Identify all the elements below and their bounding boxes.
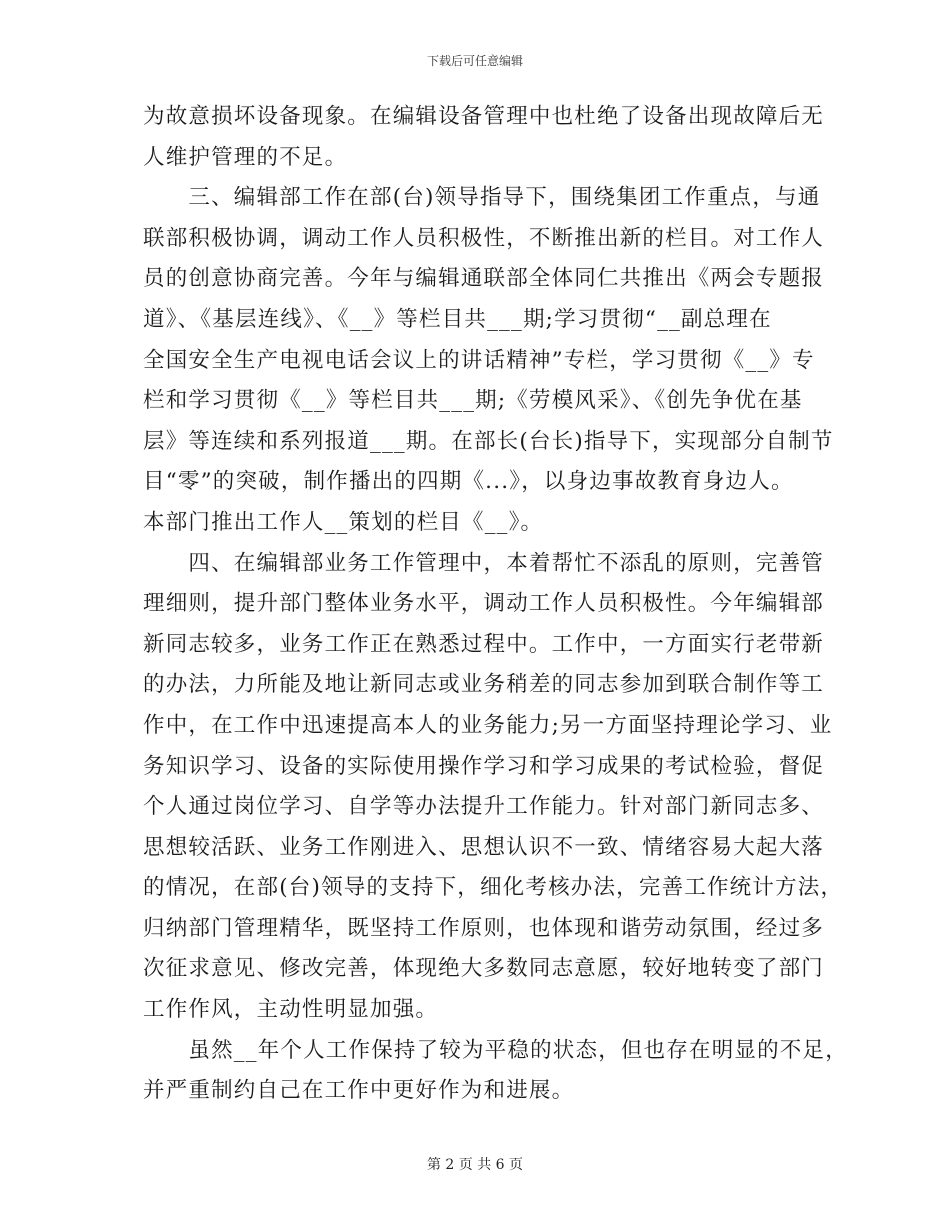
text-line: 并严重制约自己在工作中更好作为和进展。	[143, 1078, 575, 1104]
text-line: 全国安全生产电视电话会议上的讲话精神”专栏，学习贯彻《__》专	[143, 347, 815, 373]
text-line: 次征求意见、修改完善，体现绝大多数同志意愿，较好地转变了部门	[143, 956, 825, 982]
text-line: 为故意损坏设备现象。在编辑设备管理中也杜绝了设备出现故障后无	[143, 104, 825, 129]
text-line: 个人通过岗位学习、自学等办法提升工作能力。针对部门新同志多、	[143, 794, 825, 820]
text-line: 联部积极协调，调动工作人员积极性，不断推出新的栏目。对工作人	[143, 225, 825, 251]
text-line: 务知识学习、设备的实际使用操作学习和学习成果的考试检验，督促	[143, 753, 825, 779]
text-line: 人维护管理的不足。	[143, 144, 348, 170]
text-line: 栏和学习贯彻《__》等栏目共___期;《劳模风采》、《创先争优在基	[143, 388, 803, 414]
text-line: 三、编辑部工作在部(台)领导指导下，围绕集团工作重点，与通	[143, 185, 821, 211]
text-line: 归纳部门管理精华，既坚持工作原则，也体现和谐劳动氛围，经过多	[143, 915, 825, 941]
text-line: 道》、《基层连线》、《__》等栏目共___期;学习贯彻“__副总理在	[143, 306, 772, 332]
text-line: 的情况，在部(台)领导的支持下，细化考核办法，完善工作统计方法，	[143, 875, 844, 901]
text-line: 目“零”的突破，制作播出的四期《...》，以身边事故教育身边人。	[143, 469, 794, 495]
text-line: 四、在编辑部业务工作管理中，本着帮忙不添乱的原则，完善管	[143, 550, 825, 576]
page-footer: 第 2 页 共 6 页	[426, 1157, 524, 1173]
document-body	[143, 97, 848, 1112]
text-line: 思想较活跃、业务工作刚进入、思想认识不一致、情绪容易大起大落	[143, 834, 825, 860]
text-line: 作中，在工作中迅速提高本人的业务能力;另一方面坚持理论学习、业	[143, 712, 833, 738]
text-line: 虽然__年个人工作保持了较为平稳的状态，但也存在明显的不足，	[143, 1037, 848, 1063]
text-line: 员的创意协商完善。今年与编辑通联部全体同仁共推出《两会专题报	[143, 266, 825, 292]
text-line: 层》等连续和系列报道___期。在部长(台长)指导下，实现部分自制节	[143, 428, 834, 454]
text-line: 的办法，力所能及地让新同志或业务稍差的同志参加到联合制作等工	[143, 672, 825, 698]
text-line: 理细则，提升部门整体业务水平，调动工作人员积极性。今年编辑部	[143, 591, 825, 617]
text-line: 新同志较多，业务工作正在熟悉过程中。工作中，一方面实行老带新	[143, 631, 825, 657]
text-line: 工作作风，主动性明显加强。	[143, 997, 439, 1023]
text-line: 本部门推出工作人__策划的栏目《__》。	[143, 509, 544, 535]
page-header: 下载后可任意编辑	[426, 54, 523, 68]
